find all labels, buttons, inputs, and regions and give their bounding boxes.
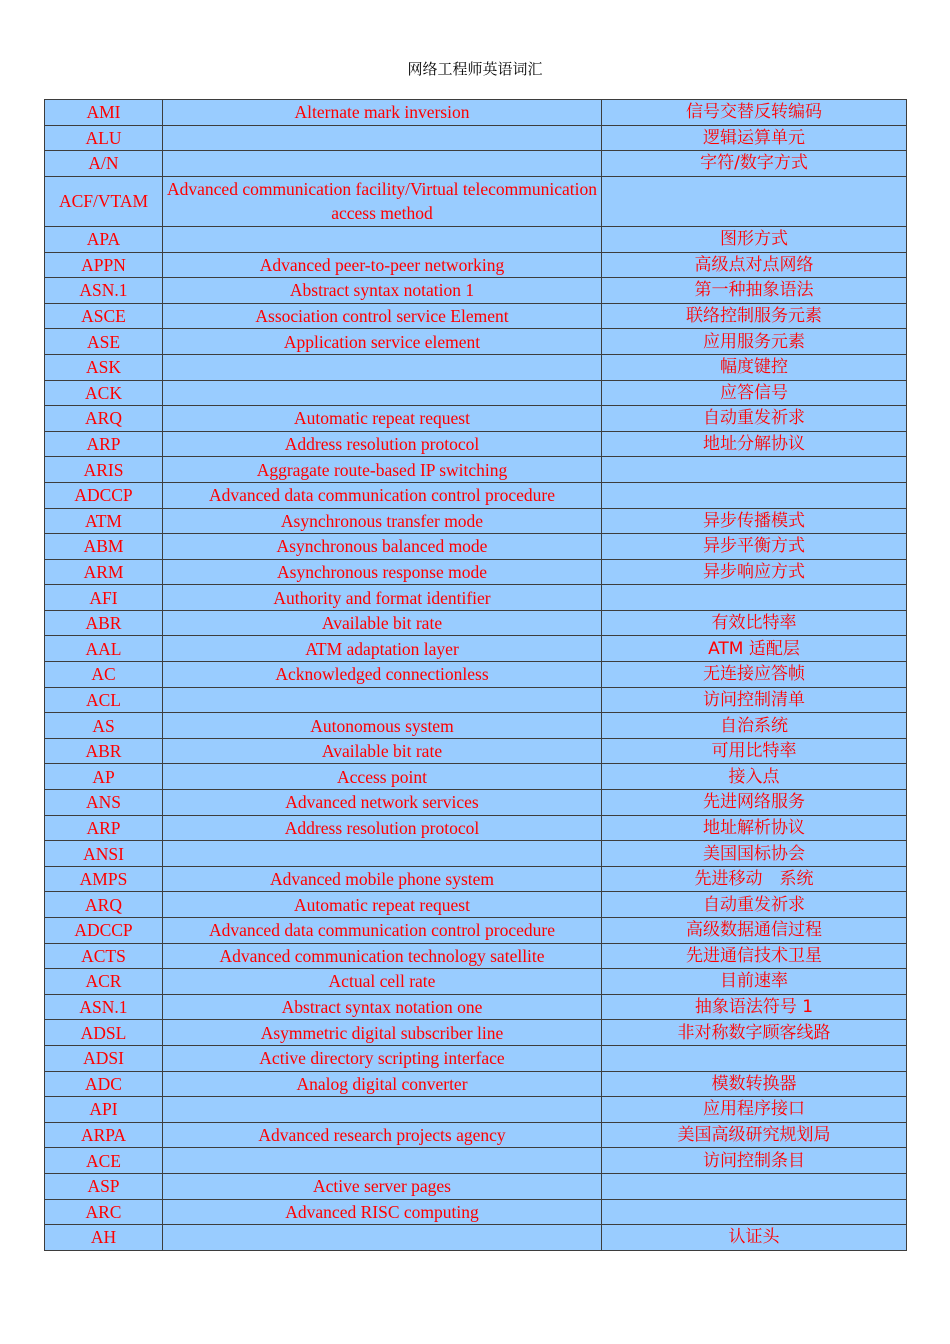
abbreviation-cell: APPN [45,252,163,278]
chinese-term-cell [602,176,907,226]
english-term-cell: Automatic repeat request [163,406,602,432]
abbreviation-cell: ASN.1 [45,278,163,304]
chinese-term-cell: 字符/数字方式 [602,151,907,177]
table-row [45,482,907,508]
table-row [45,1045,907,1071]
chinese-term-cell: 访问控制清单 [602,687,907,713]
table-row [45,918,907,944]
abbreviation-cell: ADCCP [45,482,163,508]
abbreviation-cell: ARPA [45,1122,163,1148]
abbreviation-cell: ABM [45,534,163,560]
chinese-term-cell [602,1045,907,1071]
english-term-cell [163,125,602,151]
table-row [45,457,907,483]
abbreviation-cell: ADSL [45,1020,163,1046]
table-row [45,687,907,713]
table-row [45,151,907,177]
english-term-cell: Advanced RISC computing [163,1199,602,1225]
english-term-cell: Asynchronous balanced mode [163,534,602,560]
english-term-cell [163,354,602,380]
english-term-cell: Association control service Element [163,303,602,329]
abbreviation-cell: ADC [45,1071,163,1097]
table-row [45,226,907,252]
table-row [45,1071,907,1097]
english-term-cell [163,1148,602,1174]
english-term-cell: Active server pages [163,1173,602,1199]
abbreviation-cell: ARP [45,815,163,841]
chinese-term-cell: 先进移动 系统 [602,866,907,892]
table-row [45,764,907,790]
english-term-cell: ATM adaptation layer [163,636,602,662]
table-row [45,380,907,406]
abbreviation-cell: ATM [45,508,163,534]
english-term-cell: Active directory scripting interface [163,1045,602,1071]
english-term-cell: Available bit rate [163,610,602,636]
chinese-term-cell: 认证头 [602,1225,907,1251]
english-term-cell: Alternate mark inversion [163,100,602,126]
english-term-cell: Advanced peer-to-peer networking [163,252,602,278]
abbreviation-cell: ARIS [45,457,163,483]
abbreviation-cell: ARC [45,1199,163,1225]
abbreviation-cell: ASE [45,329,163,355]
table-row [45,1020,907,1046]
chinese-term-cell: 先进网络服务 [602,790,907,816]
english-term-cell [163,841,602,867]
chinese-term-cell: 应用程序接口 [602,1097,907,1123]
english-term-cell: Asynchronous transfer mode [163,508,602,534]
abbreviation-cell: AFI [45,585,163,611]
abbreviation-cell: ARQ [45,892,163,918]
abbreviation-cell: ARP [45,431,163,457]
table-row [45,1097,907,1123]
table-row [45,713,907,739]
chinese-term-cell: 美国国标协会 [602,841,907,867]
chinese-term-cell: 目前速率 [602,969,907,995]
abbreviation-cell: AC [45,662,163,688]
table-row [45,866,907,892]
table-row [45,406,907,432]
chinese-term-cell: 异步平衡方式 [602,534,907,560]
chinese-term-cell: 先进通信技术卫星 [602,943,907,969]
english-term-cell: Available bit rate [163,738,602,764]
english-term-cell: Advanced communication facility/Virtual telecommunication access method [163,176,602,226]
abbreviation-cell: ADCCP [45,918,163,944]
abbreviation-cell: ARM [45,559,163,585]
table-row [45,841,907,867]
english-term-cell: Asymmetric digital subscriber line [163,1020,602,1046]
abbreviation-cell: AP [45,764,163,790]
table-row [45,1225,907,1251]
table-row [45,1122,907,1148]
abbreviation-cell: AMI [45,100,163,126]
chinese-term-cell [602,482,907,508]
abbreviation-cell: ABR [45,610,163,636]
chinese-term-cell: 无连接应答帧 [602,662,907,688]
english-term-cell: Advanced data communication control procedure [163,482,602,508]
abbreviation-cell: APA [45,226,163,252]
chinese-term-cell: 异步传播模式 [602,508,907,534]
english-term-cell: Analog digital converter [163,1071,602,1097]
table-row [45,508,907,534]
table-row [45,252,907,278]
english-term-cell: Actual cell rate [163,969,602,995]
table-row [45,329,907,355]
chinese-term-cell: 幅度键控 [602,354,907,380]
abbreviation-cell: ACL [45,687,163,713]
chinese-term-cell: 应用服务元素 [602,329,907,355]
abbreviation-cell: ACK [45,380,163,406]
chinese-term-cell: 自治系统 [602,713,907,739]
table-row [45,1199,907,1225]
abbreviation-cell: ADSI [45,1045,163,1071]
english-term-cell: Application service element [163,329,602,355]
chinese-term-cell: 模数转换器 [602,1071,907,1097]
english-term-cell [163,1225,602,1251]
english-term-cell: Address resolution protocol [163,815,602,841]
table-row [45,610,907,636]
english-term-cell: Access point [163,764,602,790]
abbreviation-cell: ASK [45,354,163,380]
table-row [45,354,907,380]
english-term-cell [163,687,602,713]
chinese-term-cell: 应答信号 [602,380,907,406]
chinese-term-cell: 高级数据通信过程 [602,918,907,944]
chinese-term-cell: 自动重发祈求 [602,892,907,918]
english-term-cell: Autonomous system [163,713,602,739]
table-row [45,1148,907,1174]
chinese-term-cell: 非对称数字顾客线路 [602,1020,907,1046]
english-term-cell: Advanced communication technology satellite [163,943,602,969]
english-term-cell: Advanced data communication control procedure [163,918,602,944]
abbreviation-cell: ARQ [45,406,163,432]
abbreviation-cell: AAL [45,636,163,662]
abbreviation-cell: ASP [45,1173,163,1199]
abbreviation-cell: ACE [45,1148,163,1174]
english-term-cell: Automatic repeat request [163,892,602,918]
chinese-term-cell: 访问控制条目 [602,1148,907,1174]
abbreviation-cell: ACR [45,969,163,995]
chinese-term-cell: 逻辑运算单元 [602,125,907,151]
abbreviation-cell: ANS [45,790,163,816]
table-row [45,943,907,969]
table-row [45,969,907,995]
abbreviation-cell: ACF/VTAM [45,176,163,226]
chinese-term-cell: ATM 适配层 [602,636,907,662]
english-term-cell [163,226,602,252]
table-row [45,815,907,841]
abbreviation-cell: ANSI [45,841,163,867]
english-term-cell [163,1097,602,1123]
table-row [45,176,907,226]
chinese-term-cell [602,585,907,611]
chinese-term-cell: 高级点对点网络 [602,252,907,278]
table-row [45,738,907,764]
table-row [45,559,907,585]
table-row [45,303,907,329]
english-term-cell: Advanced research projects agency [163,1122,602,1148]
english-term-cell [163,151,602,177]
glossary-body [45,100,907,1251]
abbreviation-cell: AMPS [45,866,163,892]
chinese-term-cell: 信号交替反转编码 [602,100,907,126]
table-row [45,1173,907,1199]
table-row [45,100,907,126]
english-term-cell: Advanced mobile phone system [163,866,602,892]
chinese-term-cell: 接入点 [602,764,907,790]
abbreviation-cell: ALU [45,125,163,151]
chinese-term-cell: 地址解析协议 [602,815,907,841]
english-term-cell: Abstract syntax notation one [163,994,602,1020]
abbreviation-cell: ASCE [45,303,163,329]
chinese-term-cell: 第一种抽象语法 [602,278,907,304]
chinese-term-cell: 自动重发祈求 [602,406,907,432]
chinese-term-cell [602,1199,907,1225]
abbreviation-cell: ASN.1 [45,994,163,1020]
table-row [45,585,907,611]
english-term-cell: Address resolution protocol [163,431,602,457]
english-term-cell: Asynchronous response mode [163,559,602,585]
chinese-term-cell [602,457,907,483]
abbreviation-cell: A/N [45,151,163,177]
abbreviation-cell: AH [45,1225,163,1251]
table-row [45,278,907,304]
table-row [45,994,907,1020]
abbreviation-cell: API [45,1097,163,1123]
table-row [45,790,907,816]
english-term-cell: Authority and format identifier [163,585,602,611]
chinese-term-cell: 地址分解协议 [602,431,907,457]
chinese-term-cell: 异步响应方式 [602,559,907,585]
english-term-cell: Aggragate route-based IP switching [163,457,602,483]
chinese-term-cell: 可用比特率 [602,738,907,764]
document-title: 网络工程师英语词汇 [407,60,543,78]
table-row [45,534,907,560]
english-term-cell: Acknowledged connectionless [163,662,602,688]
chinese-term-cell: 抽象语法符号 1 [602,994,907,1020]
chinese-term-cell: 美国高级研究规划局 [602,1122,907,1148]
glossary-table [44,99,907,1251]
table-row [45,892,907,918]
table-row [45,636,907,662]
chinese-term-cell: 有效比特率 [602,610,907,636]
table-row [45,431,907,457]
abbreviation-cell: ACTS [45,943,163,969]
chinese-term-cell: 联络控制服务元素 [602,303,907,329]
english-term-cell: Abstract syntax notation 1 [163,278,602,304]
abbreviation-cell: ABR [45,738,163,764]
table-row [45,125,907,151]
english-term-cell [163,380,602,406]
table-row [45,662,907,688]
chinese-term-cell [602,1173,907,1199]
english-term-cell: Advanced network services [163,790,602,816]
chinese-term-cell: 图形方式 [602,226,907,252]
abbreviation-cell: AS [45,713,163,739]
